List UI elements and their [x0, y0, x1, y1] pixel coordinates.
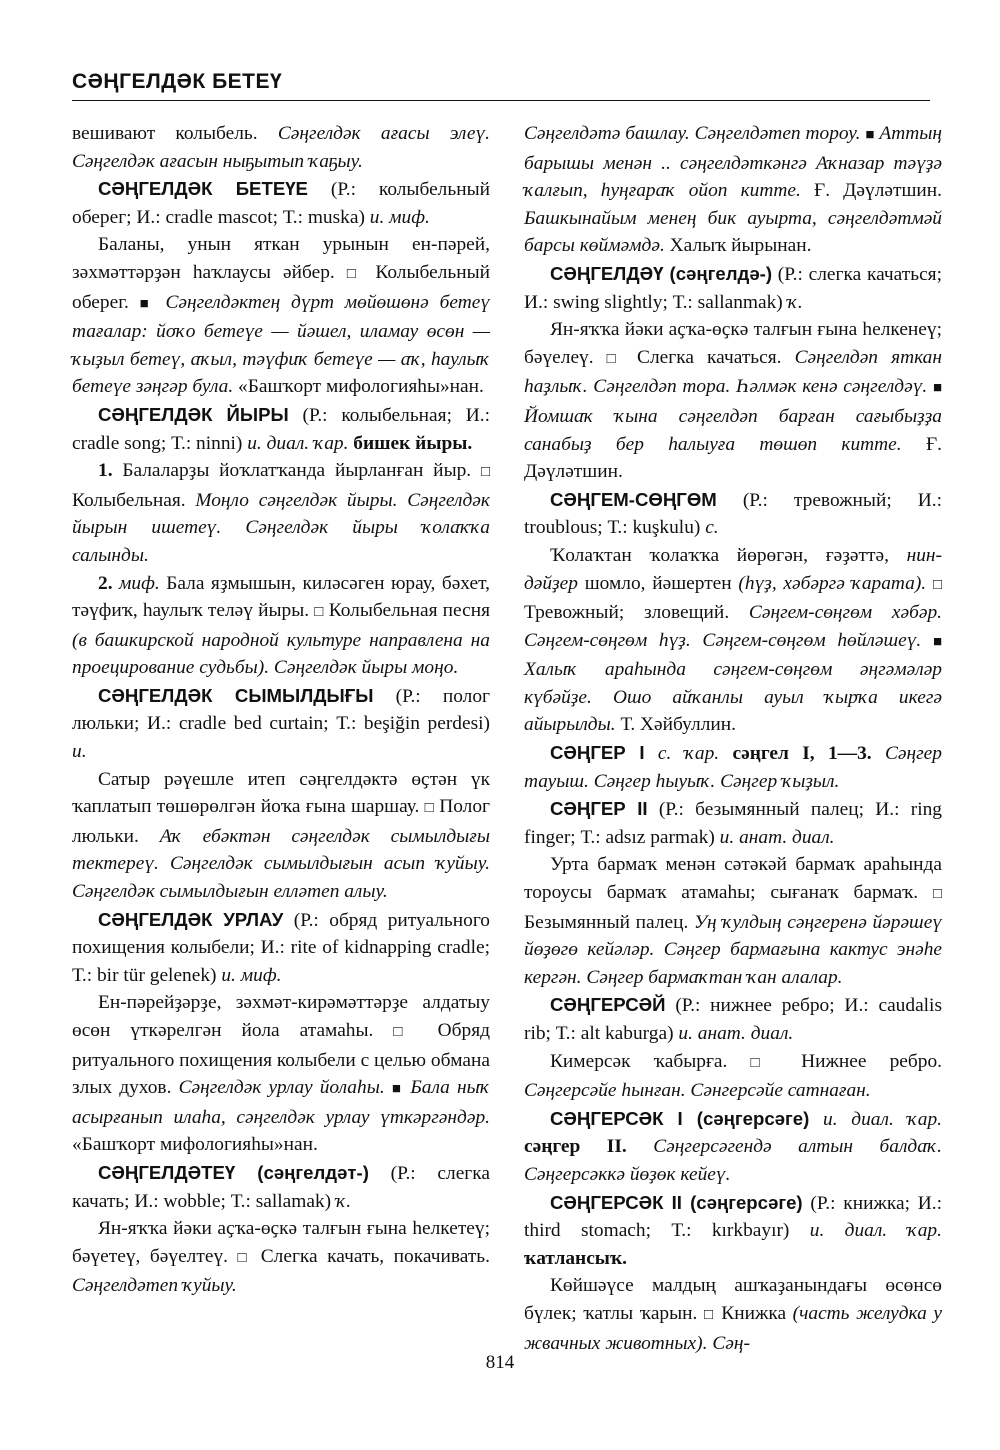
text: Халыҡ йырынан. [664, 235, 812, 257]
entry-continuation [72, 120, 490, 175]
open-square-icon: □ [703, 1306, 715, 1323]
text: (Р.: слегка качать; И.: wobble; Т.: sallamak) [72, 1162, 490, 1212]
text: (Р.: книжка; И.: third stomach; Т.: kırkbayır) [524, 1192, 943, 1242]
italic-text: нин-дәйҙер [524, 544, 942, 594]
text: Ҡолаҡтан ҡолаҡҡа йөрөгән, ғәҙәттә, [550, 544, 907, 566]
italic-text: Уң ҡулдың сәңгеренә йәрәшеү йөҙөгө кейәләр. Сәңгер бармағына кактус энәһе кергән. Сәңгер бармаҡтан ҡан алалар. [524, 911, 942, 988]
entry-paragraph [524, 542, 942, 739]
entry-paragraph [524, 1105, 942, 1189]
cross-reference: 2. [98, 572, 113, 594]
open-square-icon: □ [424, 800, 434, 817]
italic-text: и. диал. ҡар. [247, 432, 349, 454]
text: Ян-яҡҡа йәки аҫҡа-өҫкә талғын ғына һелкенеү; бәүелеү. [524, 319, 942, 368]
italic-text: (в башкирской народной культуре направлена на проецирование судьбы). Сәңгелдәк йыры моңо. [72, 629, 490, 679]
italic-text: и. миф. [221, 964, 282, 986]
text: Ғ. Дәүләтшин. [524, 433, 943, 483]
cross-reference: 1. [98, 460, 113, 482]
text: Книжка [714, 1302, 793, 1324]
text: Сатыр рәүешле итеп сәңгелдәктә өҫтән үк ҡаплатып төшөрөлгән йоҡа ғына шаршау. [72, 768, 490, 818]
text: (Р.: обряд ритуального похищения колыбели; И.: rite of kidnapping cradle; Т.: bir tür gelenek) [72, 909, 490, 986]
text: Ян-яҡҡа йәки аҫҡа-өҫкә талғын ғына һелкетеү; бәүетеү, бәүелтеү. [72, 1218, 490, 1267]
italic-text: Сәңгелдәк ағасы элеү. Сәңгелдәк ағасын ныҕытып ҡаҕыу. [72, 123, 490, 172]
entry-paragraph [72, 766, 490, 906]
text: Кимерсәк ҡабырға. [550, 1050, 751, 1072]
text: вешивают колыбель. [72, 123, 278, 144]
italic-text: ҡ. [787, 291, 803, 313]
headword: СӘҢГЕР II [550, 798, 648, 820]
cross-reference: сәңгел I, 1—3. [719, 743, 872, 765]
italic-text: Сәңгем-сөңгөм хәбәр. Сәңгем-сөңгөм һүҙ. Сәңгем-сөңгөм һөйләшеү. [524, 602, 942, 651]
entry-paragraph [72, 906, 490, 990]
text: «Башҡорт мифологияһы»нан. [72, 1134, 318, 1156]
text: Ғ. Дәүләтшин. [800, 180, 942, 202]
text: (Р.: полог люльки; И.: cradle bed curtain; Т.: beşiğin perdesi) [72, 685, 490, 735]
open-square-icon: □ [750, 1054, 778, 1071]
text: (Р.: колыбельный оберег; И.: cradle mascot; Т.: muska) [72, 179, 490, 228]
entry-paragraph [524, 316, 942, 486]
italic-text: Сәңгерсәйе һынған. Сәнгерсәйе сатнаған. [524, 1080, 871, 1102]
page-number: 814 [485, 1352, 515, 1373]
entry-paragraph [72, 231, 490, 401]
italic-text: Сәңгелдәктең дүрт мөйөшөнә бетеү тағалар: йоҡо бетеүе — йәшел, иламау өсөн — ҡыҙыл бетеү, аҡыл, тәүфиҡ бетеүе — аҡ, һаулыҡ бетеүе зәңгәр була. [72, 291, 490, 398]
entry-paragraph [524, 991, 942, 1047]
italic-text: Сәңгерсәгендә алтын балдаҡ. Сәңгерсәккә йөҙөк кейеү. [524, 1136, 942, 1185]
text: Баланы, унын яткан урынын ен-пәрей, зәхмәттәрҙән һаҡлаусы әйбер. [72, 234, 490, 283]
text: Ен-пәрейҙәрҙе, зәхмәт-кирәмәттәрҙе алдатыу өсөн үткәрелгән йола атамаһы. [72, 992, 490, 1041]
text: Колыбельная песня [323, 600, 490, 622]
headword: СӘҢГЕМ-СӨҢГӨМ [550, 488, 717, 510]
text: (Р.: слегка качаться; И.: swing slightly; Т.: sallanmak) [524, 263, 942, 313]
text: «Башҡорт мифологияһы»нан. [233, 376, 484, 398]
black-square-icon: ■ [391, 1081, 404, 1098]
text: Тревожный; зловещий. [524, 602, 749, 624]
entry-paragraph [524, 486, 942, 542]
text: Слегка качать, покачивать. [251, 1245, 490, 1267]
open-square-icon: □ [346, 265, 364, 282]
headword: СӘҢГЕЛДӘК СЫМЫЛДЫҒЫ [98, 684, 374, 706]
headword: СӘҢГЕЛДӘК ЙЫРЫ [98, 403, 289, 425]
italic-text: Йомшаҡ ҡына сәңгелдәп барған сағыбыҙҙа санабыҙ бер һалыуға төшөп китте. [524, 405, 942, 455]
open-square-icon: □ [393, 1024, 418, 1040]
italic-text: Сәңгелдәтә башлау. Сәңгелдәтеп тороу. [524, 123, 866, 144]
running-head: СӘҢГЕЛДӘК БЕТЕҮ [72, 70, 930, 101]
open-square-icon: □ [932, 576, 942, 593]
open-square-icon: □ [480, 464, 490, 481]
left-column [72, 120, 490, 1300]
italic-text: Бала ныҡ асырғанып илаһа, сәңгелдәк урлау үткәргәндәр. [72, 1077, 490, 1128]
entry-paragraph [72, 570, 490, 682]
black-square-icon: ■ [932, 380, 942, 397]
black-square-icon: ■ [865, 127, 875, 143]
headword: СӘҢГЕР I [550, 742, 645, 764]
italic-text: Сәңгелдәп яткан һаҙлыҡ. Сәңгелдәп тора. Һәлмәк кенә сәңгелдәү. [524, 346, 942, 398]
open-square-icon: □ [932, 886, 942, 903]
italic-text: и. миф. [369, 206, 430, 228]
headword: СӘҢГЕЛДӘК БЕТЕҮЕ [98, 178, 308, 200]
italic-text: Моңло сәңгелдәк йыры. Сәңгелдәк йырын ишетеү. Сәңгелдәк йыры ҡолаҡҡа салынды. [72, 489, 490, 566]
text: Нижнее ребро. [777, 1050, 942, 1072]
italic-text: Сәңгелдәк урлау йолаһы. [178, 1077, 392, 1099]
entry-paragraph [72, 457, 490, 569]
right-column [524, 120, 942, 1357]
black-square-icon: ■ [932, 633, 942, 650]
entry-paragraph [524, 851, 942, 991]
open-square-icon: □ [314, 604, 324, 621]
headword: СӘҢГЕРСӘК II (сәңгерсәге) [550, 1191, 803, 1213]
headword: СӘҢГЕРСӘЙ [550, 994, 666, 1016]
text: Көйшәүсе малдың ашҡаҙанындағы өсөнсө бүлек; ҡатлы ҡарын. [524, 1275, 942, 1324]
open-square-icon: □ [606, 350, 624, 367]
headword: СӘҢГЕРСӘК I (сәңгерсәге) [550, 1107, 810, 1129]
headword: СӘҢГЕЛДӘТЕҮ (сәңгелдәт-) [98, 1161, 369, 1183]
entry-paragraph [72, 401, 490, 457]
italic-text: Сәңгелдәтеп ҡуйыу. [72, 1275, 237, 1297]
text: (Р.: тревожный; И.: troublous; Т.: kuşkulu) [524, 489, 942, 539]
italic-text: Аҡ ебәктән сәңгелдәк сымылдығы тектереү. Сәңгелдәк сымылдығын асып ҡуйыу. Сәңгелдәк сымылдығын елләтеп алыу. [72, 825, 490, 903]
text: Полог люльки. [72, 796, 490, 847]
italic-text: Башкынайым менең бик ауырта, сәңгелдәтмәй барсы көймәмдә. [524, 207, 942, 257]
cross-reference: сәңгер II. [524, 1136, 627, 1158]
text: шомло, йәшертен [577, 572, 739, 594]
italic-text: с. [705, 517, 719, 539]
text: Колыбельная. [72, 489, 196, 511]
text: (Р.: колыбельная; И.: cradle song; Т.: ninni) [72, 404, 490, 454]
italic-text: миф. [112, 572, 160, 594]
italic-text: Сәңгер тауыш. Сәңгер һыуыҡ. Сәңгер ҡыҙыл. [524, 743, 942, 792]
italic-text: и. анат. диал. [719, 826, 835, 848]
headword: СӘҢГЕЛДӘК УРЛАУ [98, 908, 284, 930]
entry-continuation [524, 120, 942, 260]
italic-text: Аттың барышы менән .. сәңгелдәткәнгә Аҡназар тәүҙә ҡалғып, һуңғараҡ ойоп китте. [524, 123, 943, 202]
entry-paragraph [524, 739, 942, 795]
open-square-icon: □ [237, 1249, 252, 1266]
italic-text: и. диал. ҡар. [809, 1220, 942, 1242]
entry-paragraph [524, 260, 942, 316]
entry-paragraph [72, 682, 490, 766]
text: Слегка качаться. [623, 346, 795, 368]
entry-paragraph [524, 1189, 942, 1273]
text: Безымянный палец. [524, 911, 694, 933]
text: Колыбельный оберег. [72, 261, 491, 313]
headword: СӘҢГЕЛДӘҮ (сәңгелдә-) [550, 262, 773, 284]
cross-reference: бишек йыры. [348, 432, 473, 454]
entry-paragraph [524, 1048, 942, 1105]
italic-text: Халыҡ араһында сәңгем-сөңгөм әңгәмәләр күбәйҙе. Ошо айҡанлы ауыл ҡырҡа икегә айырылды. [524, 659, 942, 736]
text: (Р.: безымянный палец; И.: ring finger; Т.: adsız parmak) [524, 799, 942, 848]
cross-reference: ҡатлансыҡ. [524, 1247, 628, 1269]
italic-text: (часть желудка у жвачных животных). Сәң- [524, 1302, 942, 1354]
entry-paragraph [72, 1159, 490, 1215]
text: Бала яҙмышын, киләсәген юрау, бәхет, тәүфиҡ, һаулыҡ теләү йыры. [72, 572, 490, 622]
text: (Р.: нижнее ребро; И.: caudalis rib; Т.: alt kaburga) [524, 995, 942, 1044]
italic-text: (һүҙ, хәбәргә ҡарата). [738, 572, 927, 594]
italic-text: и. [72, 741, 87, 763]
entry-paragraph [72, 175, 490, 231]
entry-paragraph [72, 989, 490, 1159]
italic-text: ҡ. [335, 1190, 352, 1212]
text: Обряд ритуального похищения колыбели с целью обмана злых духов. [72, 1020, 490, 1099]
text: Т. Хәйбуллин. [615, 714, 736, 736]
black-square-icon: ■ [139, 295, 155, 312]
italic-text: и. диал. ҡар. [809, 1108, 942, 1130]
text: Урта бармаҡ менән сәтәкәй бармаҡ араһында тороусы бармаҡ атамаһы; сығанаҡ бармаҡ. [524, 854, 942, 904]
italic-text: и. анат. диал. [678, 1023, 794, 1044]
entry-paragraph [72, 1215, 490, 1300]
text: Балаларҙы йоҡлатҡанда йырланған йыр. [112, 460, 481, 482]
text [926, 573, 933, 594]
entry-paragraph [524, 1272, 942, 1357]
entry-paragraph [524, 795, 942, 851]
italic-text: с. ҡар. [644, 743, 720, 765]
